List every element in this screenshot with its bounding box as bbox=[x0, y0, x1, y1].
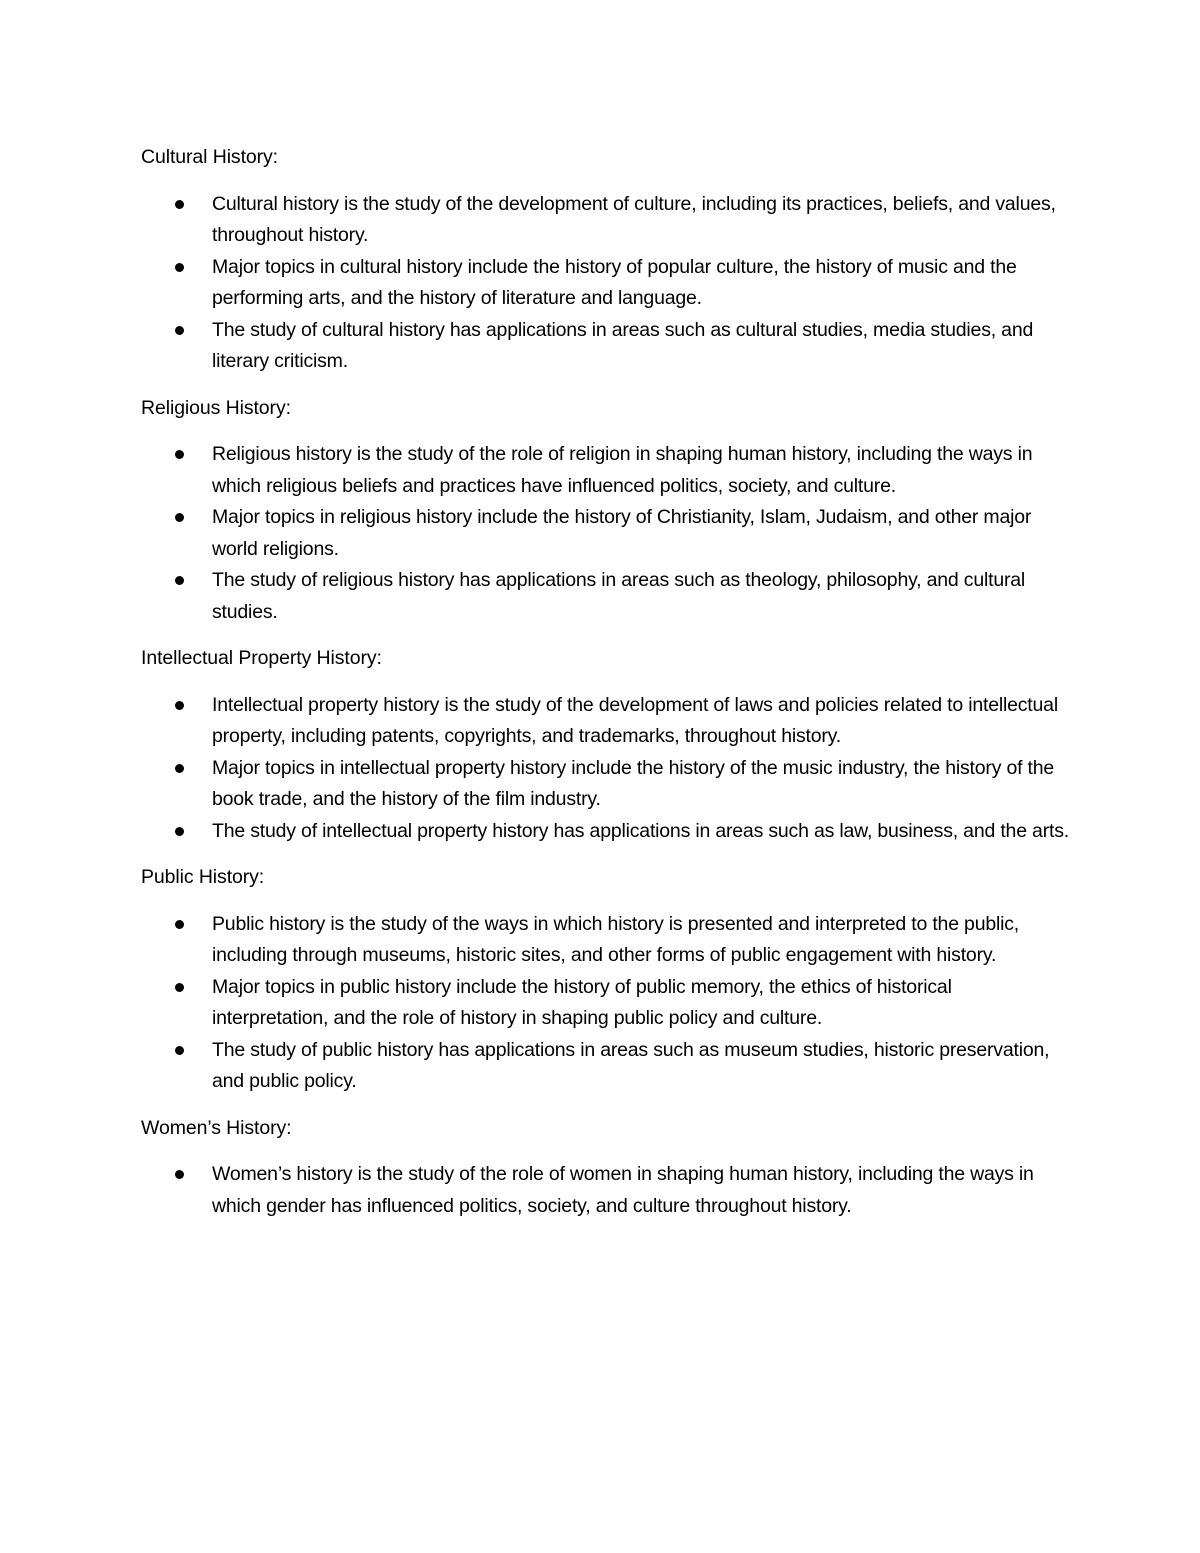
bullet-icon bbox=[175, 263, 184, 272]
bullet-icon bbox=[175, 200, 184, 209]
list-item-text: Major topics in religious history include the history of Christianity, Islam, Judaism, and other major world religions. bbox=[212, 506, 1032, 560]
bullet-icon bbox=[175, 1046, 184, 1055]
list-item bbox=[141, 690, 1071, 753]
bullet-icon bbox=[175, 326, 184, 335]
list-item bbox=[141, 1035, 1071, 1098]
section-heading: Religious History: bbox=[141, 396, 291, 419]
list-item bbox=[141, 439, 1071, 502]
list-item bbox=[141, 502, 1071, 565]
list-item-text: Women’s history is the study of the role of women in shaping human history, including the ways in which gender has influenced politics, society, and culture throughout history. bbox=[212, 1163, 1034, 1217]
bullet-icon bbox=[175, 576, 184, 585]
list-item-text: Public history is the study of the ways in which history is presented and interpreted to the public, including through museums, historic sites, and other forms of public engagement with history. bbox=[212, 912, 1020, 966]
section-public-history bbox=[141, 862, 1071, 1098]
list-item bbox=[141, 315, 1071, 378]
section-womens-history bbox=[141, 1113, 1071, 1223]
bullet-icon bbox=[175, 983, 184, 992]
bullet-icon bbox=[175, 450, 184, 459]
bullet-list bbox=[141, 909, 1071, 1098]
bullet-list bbox=[141, 189, 1071, 378]
bullet-list bbox=[141, 690, 1071, 848]
list-item-text: The study of public history has applications in areas such as museum studies, historic preservation, and public policy. bbox=[212, 1038, 1050, 1092]
section-religious-history bbox=[141, 393, 1071, 629]
list-item-text: Cultural history is the study of the development of culture, including its practices, beliefs, and values, throughout history. bbox=[212, 192, 1056, 246]
section-intellectual-property-history bbox=[141, 643, 1071, 847]
bullet-list bbox=[141, 1159, 1071, 1222]
bullet-icon bbox=[175, 920, 184, 929]
list-item-text: Major topics in public history include the history of public memory, the ethics of historical interpretation, and the role of history in shaping public policy and culture. bbox=[212, 975, 952, 1029]
bullet-icon bbox=[175, 701, 184, 710]
bullet-list bbox=[141, 439, 1071, 628]
list-item-text: The study of religious history has applications in areas such as theology, philosophy, and cultural studies. bbox=[212, 569, 1026, 623]
list-item-text: Major topics in intellectual property history include the history of the music industry, the history of the book trade, and the history of the film industry. bbox=[212, 756, 1055, 810]
list-item bbox=[141, 565, 1071, 628]
list-item-text: Major topics in cultural history include the history of popular culture, the history of music and the performing arts, and the history of literature and language. bbox=[212, 255, 1017, 309]
section-heading: Intellectual Property History: bbox=[141, 647, 382, 669]
section-heading: Cultural History: bbox=[141, 146, 278, 168]
list-item bbox=[141, 909, 1071, 972]
bullet-icon bbox=[175, 764, 184, 773]
list-item bbox=[141, 753, 1071, 816]
document-body bbox=[141, 142, 1071, 1237]
section-heading: Public History: bbox=[141, 866, 265, 888]
list-item bbox=[141, 189, 1071, 252]
list-item bbox=[141, 252, 1071, 315]
bullet-icon bbox=[175, 1170, 184, 1179]
list-item bbox=[141, 972, 1071, 1035]
section-cultural-history bbox=[141, 142, 1071, 378]
list-item-text: Religious history is the study of the role of religion in shaping human history, including the ways in which religious beliefs and practices have influenced politics, society, and culture. bbox=[212, 443, 1033, 497]
list-item-text: The study of cultural history has applications in areas such as cultural studies, media studies, and literary criticism. bbox=[212, 318, 1034, 372]
list-item-text: The study of intellectual property history has applications in areas such as law, business, and the arts. bbox=[212, 819, 1069, 842]
list-item-text: Intellectual property history is the study of the development of laws and policies related to intellectual property, including patents, copyrights, and trademarks, throughout history. bbox=[212, 693, 1058, 747]
bullet-icon bbox=[175, 827, 184, 836]
bullet-icon bbox=[175, 513, 184, 522]
list-item bbox=[141, 816, 1071, 848]
section-heading: Women’s History: bbox=[141, 1116, 292, 1139]
list-item bbox=[141, 1159, 1071, 1222]
